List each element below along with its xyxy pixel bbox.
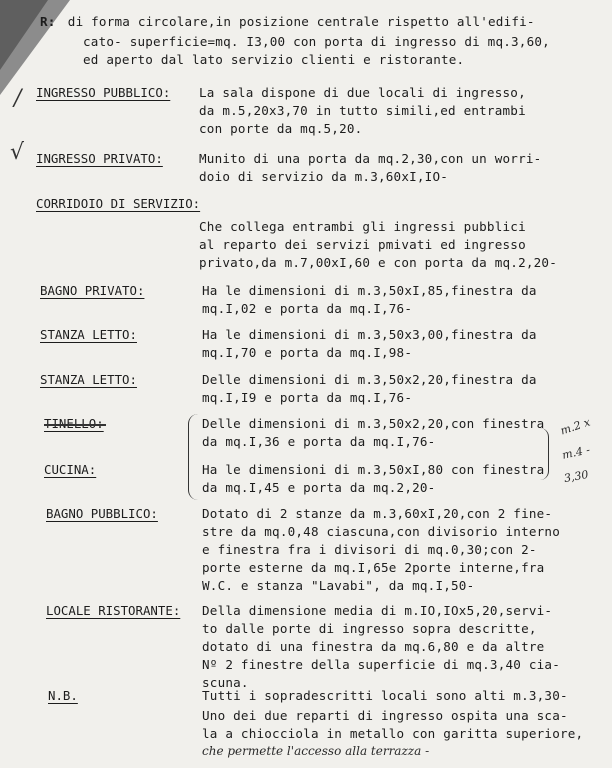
section-text: Delle dimensioni di m.3,50x2,20,finestra da [202, 372, 537, 387]
section-text: mq.I,70 e porta da mq.I,98- [202, 345, 413, 360]
section-text: Nº 2 finestre della superficie di mq.3,40 cia- [202, 657, 560, 672]
section-text: da mq.I,36 e porta da mq.I,76- [202, 434, 436, 449]
section-text: Ha le dimensioni di m.3,50x3,00,finestra da [202, 327, 537, 342]
section-text: dotato di una finestra da mq.6,80 e da altre [202, 639, 545, 654]
section-text: Che collega entrambi gli ingressi pubblici [199, 219, 526, 234]
section-text: da m.5,20x3,70 in tutto simili,ed entrambi [199, 103, 526, 118]
section-text: Uno dei due reparti di ingresso ospita una sca- [202, 708, 568, 723]
section-text: mq.I,02 e porta da mq.I,76- [202, 301, 413, 316]
section-label-ingresso-privato: INGRESSO PRIVATO: [36, 151, 163, 166]
section-text: Delle dimensioni di m.3,50x2,20,con finestra [202, 416, 545, 431]
intro-line-1: di forma circolare,in posizione centrale rispetto all'edifi- [60, 14, 535, 29]
margin-note-line: m.2 x [558, 415, 592, 438]
section-text: La sala dispone di due locali di ingresso, [199, 85, 526, 100]
margin-note-line: 3,30 [563, 467, 590, 486]
section-label-stanza-letto: STANZA LETTO: [40, 372, 137, 387]
section-label-corridoio-di-servizio: CORRIDOIO DI SERVIZIO: [36, 196, 201, 211]
intro-line-2: cato- superficie=mq. I3,00 con porta di ingresso di mq.3,60, [83, 34, 550, 49]
section-text: privato,da m.7,00xI,60 e con porta da mq.2,20- [199, 255, 557, 270]
section-text: scuna. [202, 675, 249, 690]
section-text: al reparto dei servizi pmivati ed ingresso [199, 237, 526, 252]
section-text: Della dimensione media di m.IO,IOx5,20,servi- [202, 603, 553, 618]
section-text: doio di servizio da m.3,60xI,IO- [199, 169, 449, 184]
handwritten-line: che permette l'accesso alla terrazza - [202, 744, 430, 758]
check-mark: / [14, 86, 22, 111]
handwritten-brace [540, 428, 549, 480]
section-label-ingresso-pubblico: INGRESSO PUBBLICO: [36, 85, 171, 100]
intro-prefix: R: [40, 14, 56, 29]
handwritten-bracket [188, 414, 199, 500]
section-text: Ha le dimensioni di m.3,50xI,80 con finestra [202, 462, 545, 477]
intro-line-3: ed aperto dal lato servizio clienti e ristorante. [83, 52, 465, 67]
section-text: con porte da mq.5,20. [199, 121, 363, 136]
folded-page-corner-shadow [0, 0, 48, 70]
section-label-nb: N.B. [48, 688, 78, 703]
section-text: Dotato di 2 stanze da m.3,60xI,20,con 2 fine- [202, 506, 553, 521]
section-text: to dalle porte di ingresso sopra descritte, [202, 621, 537, 636]
section-text: e finestra fra i divisori di mq.0,30;con 2- [202, 542, 537, 557]
check-mark: √ [10, 140, 25, 165]
section-text: la a chiocciola in metallo con garitta superiore, [202, 726, 584, 741]
section-label-locale-ristorante: LOCALE RISTORANTE: [46, 603, 181, 618]
section-text: porte esterne da mq.I,65e 2porte interne,fra [202, 560, 545, 575]
section-text: W.C. e stanza "Lavabi", da mq.I,50- [202, 578, 475, 593]
section-label-bagno-pubblico: BAGNO PUBBLICO: [46, 506, 158, 521]
section-text: mq.I,I9 e porta da mq.I,76- [202, 390, 413, 405]
section-text: Tutti i sopradescritti locali sono alti m.3,30- [202, 688, 568, 703]
section-text: da mq.I,45 e porta da mq.2,20- [202, 480, 436, 495]
section-label-bagno-privato: BAGNO PRIVATO: [40, 283, 145, 298]
margin-note-line: m.4 - [560, 443, 592, 462]
section-text: stre da mq.0,48 ciascuna,con divisorio interno [202, 524, 560, 539]
strikethrough-mark [44, 424, 106, 426]
section-text: Munito di una porta da mq.2,30,con un worri- [199, 151, 542, 166]
section-text: Ha le dimensioni di m.3,50xI,85,finestra da [202, 283, 537, 298]
section-label-cucina: CUCINA: [44, 462, 97, 477]
section-label-stanza-letto: STANZA LETTO: [40, 327, 137, 342]
